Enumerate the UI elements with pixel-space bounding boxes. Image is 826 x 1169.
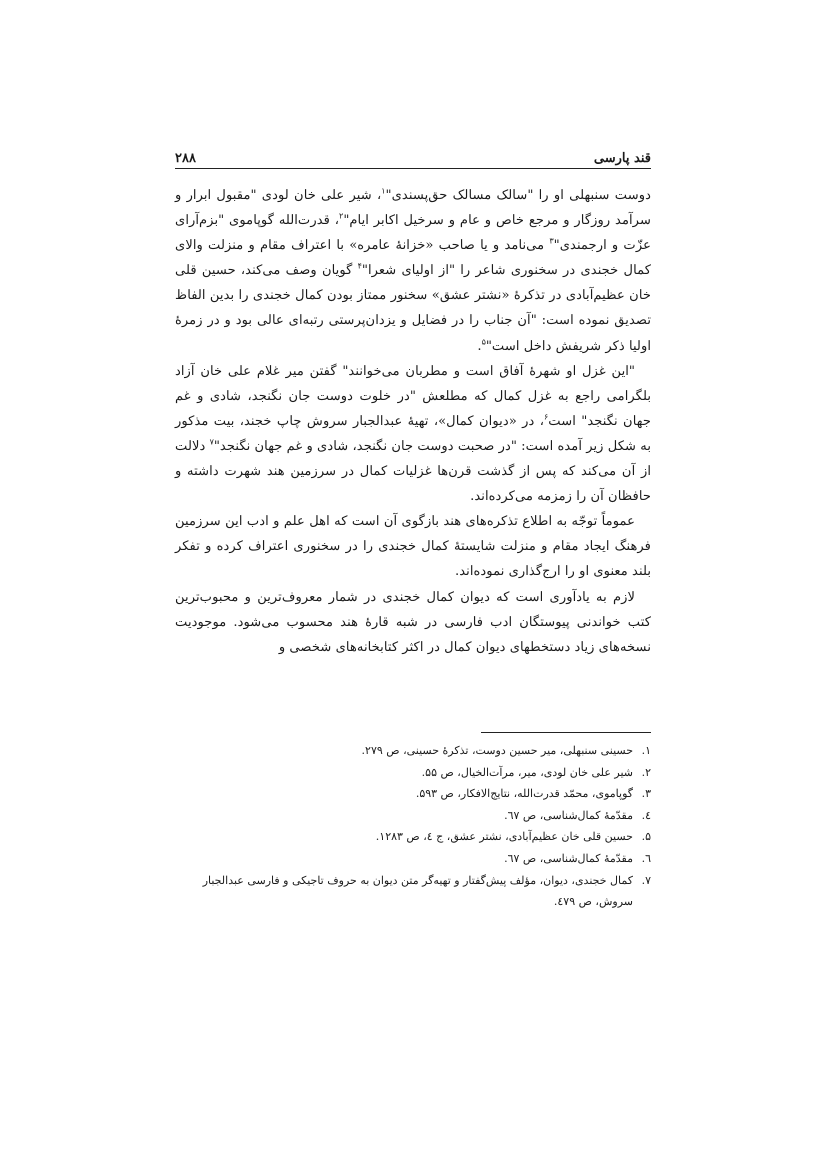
- footnote-text: حسینی سنبهلی، میر حسین دوست، تذکرهٔ حسینی، ص ۲۷۹.: [361, 744, 633, 757]
- footnote-reference: ۳: [549, 236, 554, 246]
- text-run: .: [477, 338, 482, 354]
- text-run: ، شیر علی خان لودی "مقبول ابرار و سرآمد روزگار و مرجع خاص و عام و سرخیل اکابر ایام": [175, 188, 651, 229]
- footnote-number: ٤.: [641, 808, 651, 822]
- footnote-number: ۱.: [641, 744, 651, 757]
- footnote-divider: [481, 732, 651, 733]
- header-divider: [175, 168, 651, 169]
- page-number: ۲۸۸: [175, 151, 196, 166]
- text-run: دلالت از آن می‌کند که پس از گذشت قرن‌ها غزلیات کمال در سرزمین هند شهرت داشته و حافظان آن را زمزمه می‌کرده‌اند.: [175, 438, 651, 505]
- footnote-reference: ۵: [481, 337, 486, 347]
- footnote-item: [175, 783, 651, 805]
- text-run: می‌نامد و یا صاحب «خزانهٔ عامره» با اعتراف مقام و منزلت والای کمال خجندی در سخنوری شاعر را "از اولیای شعرا": [175, 238, 652, 279]
- footnote-text: کمال خجندی، دیوان، مؤلف پیش‌گفتار و تهیه‌گر متن دیوان به حروف تاجیکی و فارسی عبدالجبار سروش، ص ٤٧٩.: [202, 873, 633, 909]
- body-paragraph: [175, 509, 651, 584]
- footnote-text: حسین قلی خان عظیم‌آبادی، نشتر عشق، ج ٤، ص ۱۲۸۳.: [375, 830, 633, 844]
- footnote-reference: ۲: [339, 211, 344, 221]
- footnote-number: ۲.: [641, 765, 651, 779]
- footnote-text: گوپاموی، محمّد قدرت‌الله، نتایج‌الافکار، ص ۵۹۳.: [415, 787, 633, 801]
- footnote-text: مقدّمهٔ کمال‌شناسی، ص ٦٧.: [504, 851, 633, 865]
- footnote-reference: ۱: [381, 186, 386, 196]
- footnote-text: مقدّمهٔ کمال‌شناسی، ص ٦٧.: [504, 808, 633, 822]
- footnote-item: [175, 762, 651, 784]
- footnote-item: [175, 805, 651, 827]
- text-run: ، قدرت‌الله گوپاموی "بزم‌آرای عزّت و ارجمندی": [175, 213, 651, 254]
- text-run: گویان وصف می‌کند، حسین قلی خان عظیم‌آبادی در تذکرهٔ «نشتر عشق» سخنور ممتاز بودن کمال خجندی را بدین الفاظ تصدیق نموده است: "آن جناب را در فضایل و یزدان‌پرستی رتبه‌ای عالی بود و در زمرهٔ اولیا ذکر شریفش داخل است": [175, 263, 651, 354]
- footnote-item: [175, 848, 651, 870]
- footnote-text: شیر علی خان لودی، میر، مرآت‌الخیال، ص ۵۵.: [421, 765, 633, 779]
- body-paragraph: [175, 359, 651, 510]
- footnote-reference: ۶: [543, 412, 549, 422]
- footnote-number: ٦.: [641, 851, 651, 865]
- footnote-reference: ۷: [209, 437, 214, 447]
- body-paragraph: [175, 585, 651, 660]
- journal-title: قند پارسی: [593, 151, 651, 166]
- text-run: "این غزل او شهرهٔ آفاق است و مطربان می‌خوانند" گفتن میر غلام علی خان آزاد بلگرامی راجع به غزل کمال که مطلعش "در خلوت دوست جان نگنجد، شادی و غم جهان نگنجد" است: [175, 363, 651, 429]
- text-run: ، در «دیوان کمال»، تهیهٔ عبدالجبار سروش چاپ خجند، بیت مذکور به شکل زیر آمده است: "در صحبت دوست جان نگنجد، شادی و غم جهان نگنجد": [175, 413, 651, 454]
- footnote-item: [175, 870, 651, 913]
- running-header: [175, 144, 651, 166]
- body-text: [175, 183, 651, 660]
- body-paragraph: [175, 183, 651, 359]
- footnote-number: ۵.: [641, 830, 651, 844]
- footnote-item: [175, 826, 651, 848]
- footnote-number: ۷.: [641, 873, 651, 887]
- footnote-reference: ۴: [357, 261, 362, 271]
- text-run: عموماً توجّه به اطلاع تذکره‌های هند بازگوی آن است که اهل علم و ادب این سرزمین فرهنگ ایجاد مقام و منزلت شایستهٔ کمال خجندی را در سخنوری اعتراف کرده و تفکر بلند معنوی او را ارج‌گذاری نموده‌اند.: [175, 514, 651, 580]
- footnote-item: [175, 740, 651, 762]
- footnotes: [175, 740, 651, 913]
- footnote-number: ۳.: [641, 787, 651, 801]
- text-run: لازم به یادآوری است که دیوان کمال خجندی در شمار معروف‌ترین و محبوب‌ترین کتب خواندنی پیوستگان ادب فارسی در شبه قارهٔ هند محسوب می‌شود. موجودیت نسخه‌های زیاد دستخطهای دیوان کمال در اکثر کتابخانه‌های شخصی و: [175, 589, 651, 655]
- text-run: دوست سنبهلی او را "سالک مسالک حق‌پسندی": [385, 188, 651, 203]
